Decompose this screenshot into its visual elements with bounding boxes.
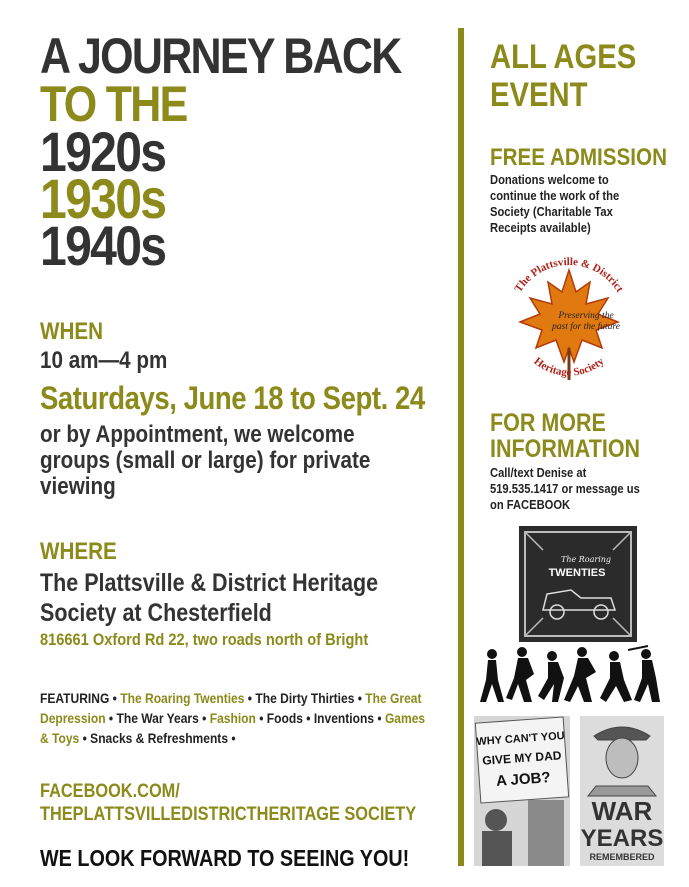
twenties-word: TWENTIES xyxy=(548,567,606,579)
hero-line-to-the: TO THE xyxy=(40,76,187,132)
where-address: 816661 Oxford Rd 22, two roads north of Bright xyxy=(40,630,369,649)
when-note xyxy=(40,422,370,500)
featuring-item: Games & Toys xyxy=(40,710,426,746)
logo-ring-top: The Plattsville & District xyxy=(512,255,626,295)
sign-line-2: GIVE MY DAD xyxy=(481,748,562,768)
featuring-label: FEATURING xyxy=(40,690,110,706)
war-years-poster xyxy=(580,716,664,866)
war-line-2: YEARS xyxy=(580,825,664,852)
facebook-url xyxy=(40,780,416,826)
free-text-line: continue the work of the xyxy=(490,188,620,203)
featuring-separator: • xyxy=(244,690,256,706)
sign-line-3: A JOB? xyxy=(495,769,552,790)
dancers-silhouette-image xyxy=(478,644,664,706)
featuring-separator: • xyxy=(228,730,236,746)
facebook-url-line: THEPLATTSVILLEDISTRICTHERITAGE SOCIETY xyxy=(40,804,417,825)
war-line-1: WAR xyxy=(591,796,653,826)
featuring-separator: • xyxy=(198,710,210,726)
info-text-line: 519.535.1417 or message us xyxy=(490,481,640,496)
logo-ring-bottom: Heritage Society xyxy=(531,355,607,379)
featuring-item: Snacks & Refreshments xyxy=(90,730,229,746)
vertical-divider xyxy=(458,28,464,866)
hero-line-1920s: 1920s xyxy=(40,120,166,183)
featuring-item: Foods xyxy=(266,710,303,726)
when-note-line: or by Appointment, we welcome xyxy=(40,421,355,448)
when-time: 10 am—4 pm xyxy=(40,347,168,374)
hero-title xyxy=(40,28,401,277)
when-heading: WHEN xyxy=(40,318,104,345)
twenties-script: The Roaring xyxy=(561,555,612,564)
featuring-item: Fashion xyxy=(209,710,256,726)
logo-tagline-1: Preserving the xyxy=(558,311,614,321)
sign-line-1: WHY CAN'T YOU xyxy=(476,729,566,749)
featuring-separator: • xyxy=(354,690,366,706)
logo-tagline-2: past for the future xyxy=(552,322,620,332)
all-ages-heading xyxy=(490,38,636,114)
featuring-separator: • xyxy=(255,710,267,726)
info-text-line: Call/text Denise at xyxy=(490,465,587,480)
featuring-separator: • xyxy=(302,710,314,726)
depression-photo xyxy=(474,716,570,866)
featuring-list xyxy=(40,688,431,748)
war-line-3: REMEMBERED xyxy=(589,852,655,862)
where-venue-line: The Plattsville & District Heritage xyxy=(40,569,379,597)
more-info-text xyxy=(490,465,640,513)
all-ages-line: EVENT xyxy=(490,76,588,114)
free-text-line: Donations welcome to xyxy=(490,172,609,187)
heritage-society-logo xyxy=(494,252,644,388)
hero-line-journey: A JOURNEY BACK xyxy=(40,28,401,84)
featuring-separator: • xyxy=(109,690,121,706)
more-info-line: FOR MORE xyxy=(490,409,606,437)
where-venue-line: Society at Chesterfield xyxy=(40,599,272,627)
closing-message: WE LOOK FORWARD TO SEEING YOU! xyxy=(40,845,410,871)
hero-line-1930s: 1930s xyxy=(40,167,166,230)
more-info-heading xyxy=(490,410,640,462)
when-dates: Saturdays, June 18 to Sept. 24 xyxy=(40,380,425,416)
where-venue xyxy=(40,568,378,628)
more-info-line: INFORMATION xyxy=(490,435,641,463)
featuring-separator: • xyxy=(79,730,91,746)
featuring-item: The Roaring Twenties xyxy=(120,690,245,706)
featuring-item: The War Years xyxy=(116,710,199,726)
when-note-line: viewing xyxy=(40,473,116,500)
featuring-separator: • xyxy=(105,710,117,726)
free-admission-text xyxy=(490,172,619,236)
when-note-line: groups (small or large) for private xyxy=(40,447,371,474)
hero-line-1940s: 1940s xyxy=(40,214,166,277)
free-admission-heading: FREE ADMISSION xyxy=(490,144,667,171)
featuring-item: Inventions xyxy=(313,710,375,726)
free-text-line: Receipts available) xyxy=(490,220,591,235)
where-heading: WHERE xyxy=(40,538,117,565)
featuring-item: The Great Depression xyxy=(40,690,422,726)
free-text-line: Society (Charitable Tax xyxy=(490,204,613,219)
facebook-url-line: FACEBOOK.COM/ xyxy=(40,781,180,802)
featuring-separator: • xyxy=(374,710,385,726)
featuring-item: The Dirty Thirties xyxy=(255,690,355,706)
roaring-twenties-image xyxy=(519,526,637,642)
all-ages-line: ALL AGES xyxy=(490,38,637,76)
info-text-line: on FACEBOOK xyxy=(490,497,571,512)
